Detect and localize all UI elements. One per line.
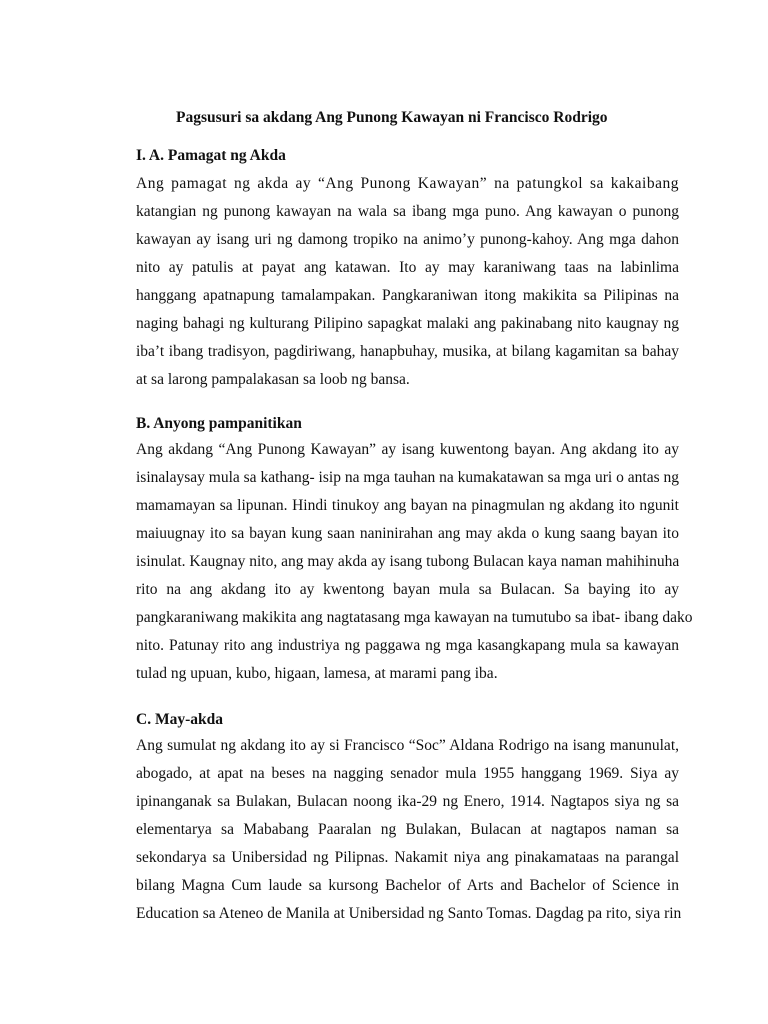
paragraph-line: kawayan ay isang uri ng damong tropiko na animo’y punong-kahoy. Ang mga dahon	[136, 231, 679, 248]
paragraph-line: elementarya sa Mababang Paaralan ng Bulakan, Bulacan at nagtapos naman sa	[136, 821, 679, 838]
paragraph-line: bilang Magna Cum laude sa kursong Bachelor of Arts and Bachelor of Science in	[136, 877, 679, 894]
paragraph-line: Ang sumulat ng akdang ito ay si Francisco “Soc” Aldana Rodrigo na isang manunulat,	[136, 737, 679, 754]
paragraph-line: nito ay patulis at payat ang katawan. Ito ay may karaniwang taas na labinlima	[136, 259, 679, 276]
paragraph-line: iba’t ibang tradisyon, pagdiriwang, hanapbuhay, musika, at bilang kagamitan sa bahay	[136, 343, 679, 360]
paragraph-line: ipinanganak sa Bulakan, Bulacan noong ika-29 ng Enero, 1914. Nagtapos siya ng sa	[136, 793, 679, 810]
paragraph-line: at sa larong pampalakasan sa loob ng bansa.	[136, 371, 410, 388]
paragraph-line: abogado, at apat na beses na nagging senador mula 1955 hanggang 1969. Siya ay	[136, 765, 679, 782]
paragraph-line: Education sa Ateneo de Manila at Unibersidad ng Santo Tomas. Dagdag pa rito, siya rin	[136, 905, 682, 922]
paragraph-line: naging bahagi ng kulturang Pilipino sapagkat malaki ang pakinabang nito kaugnay ng	[136, 315, 679, 332]
section-heading-pamagat: I. A. Pamagat ng Akda	[136, 147, 286, 164]
paragraph-line: hanggang apatnapung tamalampakan. Pangkaraniwan itong makikita sa Pilipinas na	[136, 287, 679, 304]
paragraph-line: sekondarya sa Unibersidad ng Pilipnas. Nakamit niya ang pinakamataas na parangal	[136, 849, 679, 866]
paragraph-line: rito na ang akdang ito ay kwentong bayan mula sa Bulacan. Sa baying ito ay	[136, 581, 679, 598]
paragraph-line: maiuugnay ito sa bayan kung saan naninirahan ang may akda o kung saang bayan ito	[136, 525, 679, 542]
document-title: Pagsusuri sa akdang Ang Punong Kawayan ni Francisco Rodrigo	[176, 109, 608, 126]
paragraph-line: isinalaysay mula sa kathang- isip na mga tauhan na kumakatawan sa mga uri o antas ng	[136, 469, 679, 486]
paragraph-line: nito. Patunay rito ang industriya ng paggawa ng mga kasangkapang mula sa kawayan	[136, 637, 679, 654]
paragraph-line: pangkaraniwang makikita ang nagtatasang mga kawayan na tumutubo sa ibat- ibang dako	[136, 609, 693, 626]
paragraph-line: mamamayan sa lipunan. Hindi tinukoy ang bayan na pinagmulan ng akdang ito ngunit	[136, 497, 679, 514]
paragraph-line: Ang pamagat ng akda ay “Ang Punong Kawayan” na patungkol sa kakaibang	[136, 175, 679, 192]
section-heading-anyong-pampanitikan: B. Anyong pampanitikan	[136, 415, 302, 432]
paragraph-line: tulad ng upuan, kubo, higaan, lamesa, at marami pang iba.	[136, 665, 498, 682]
section-heading-may-akda: C. May-akda	[136, 711, 223, 728]
paragraph-line: katangian ng punong kawayan na wala sa ibang mga puno. Ang kawayan o punong	[136, 203, 679, 220]
paragraph-line: isinulat. Kaugnay nito, ang may akda ay isang tubong Bulacan kaya naman mahihinuha	[136, 553, 680, 570]
paragraph-line: Ang akdang “Ang Punong Kawayan” ay isang kuwentong bayan. Ang akdang ito ay	[136, 441, 679, 458]
